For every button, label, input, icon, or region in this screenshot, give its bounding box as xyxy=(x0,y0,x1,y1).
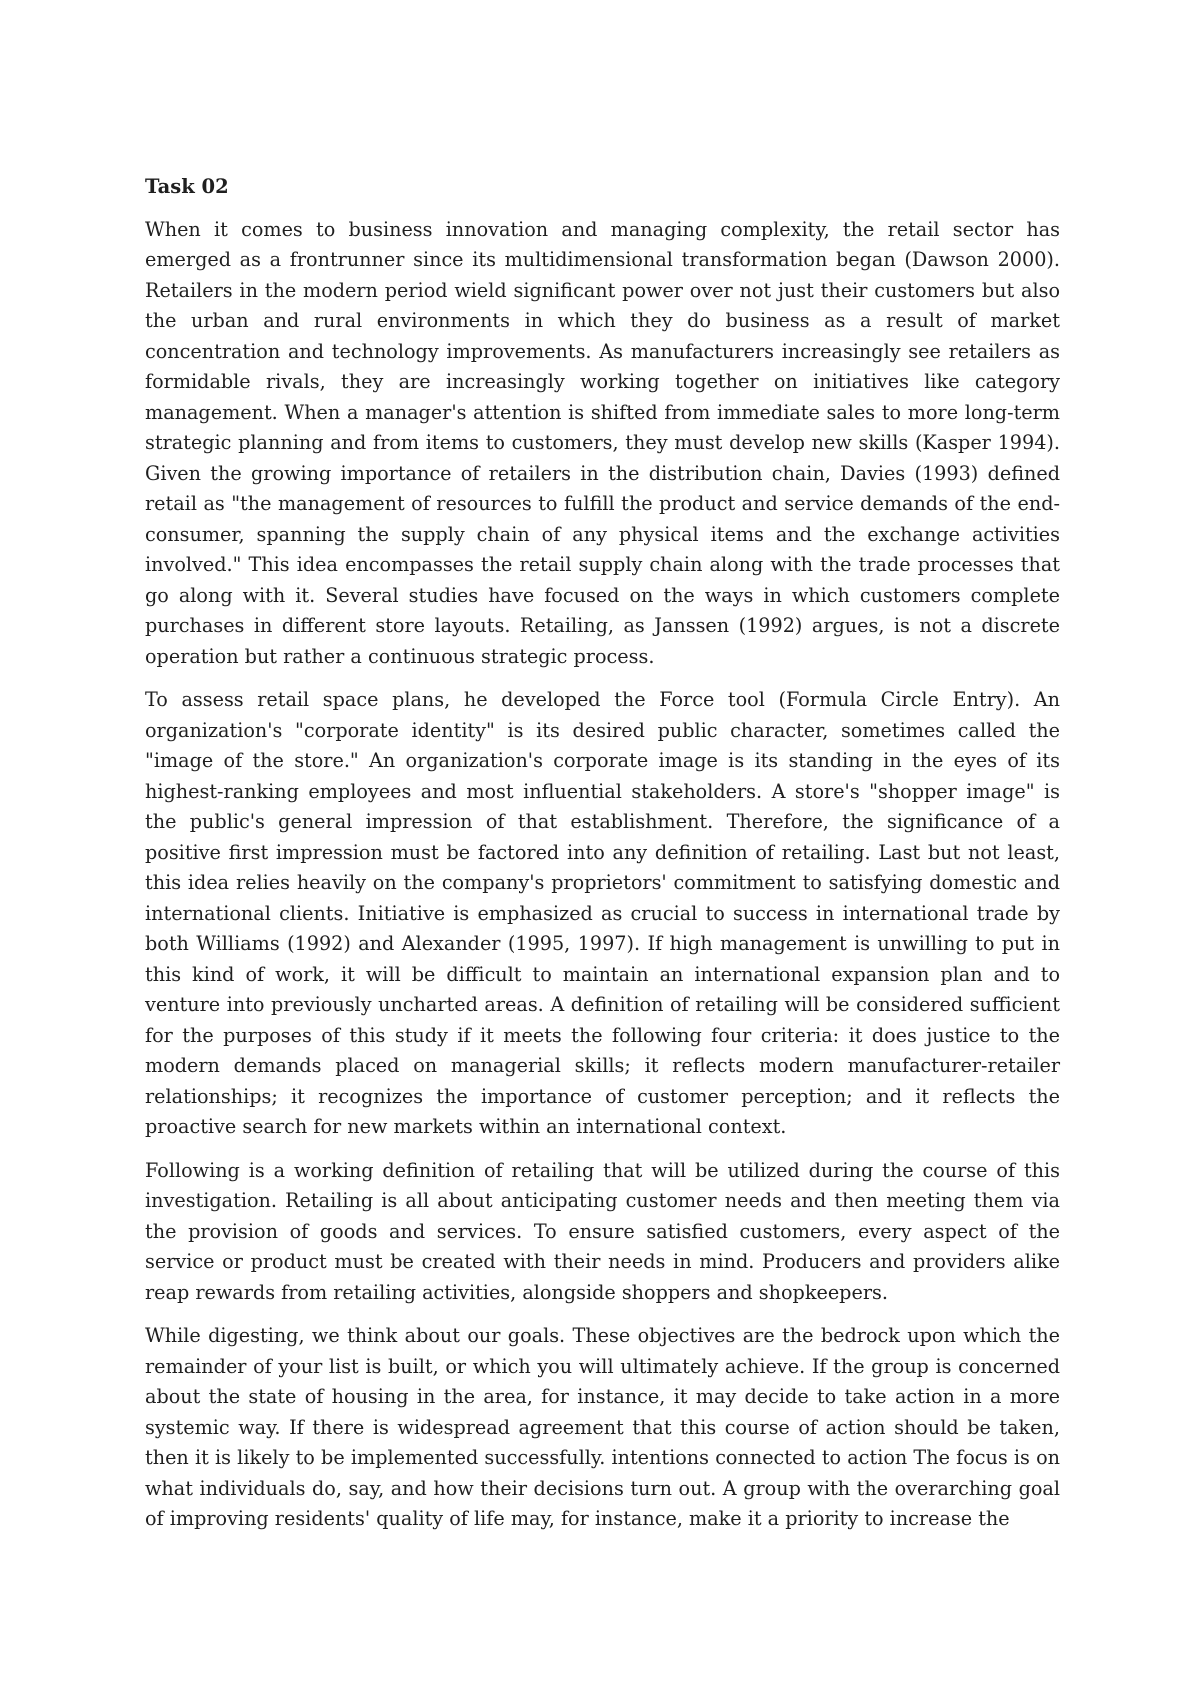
paragraph-1: When it comes to business innovation and managing complexity, the retail sector has emerged as a frontrunner since its multidimensional transformation began (Dawson 2000). Retailers in the modern period wield significant power over not just their customers but also the urban and rural environments in which they do business as a result of market concentration and technology improvements. As manufacturers increasingly see retailers as formidable rivals, they are increasingly working together on initiatives like category management. When a manager's attention is shifted from immediate sales to more long-term strategic planning and from items to customers, they must develop new skills (Kasper 1994). Given the growing importance of retailers in the distribution chain, Davies (1993) defined retail as "the management of resources to fulfill the product and service demands of the end-consumer, spanning the supply chain of any physical items and the exchange activities involved." This idea encompasses the retail supply chain along with the trade processes that go along with it. Several studies have focused on the ways in which customers complete purchases in different store layouts. Retailing, as Janssen (1992) argues, is not a discrete operation but rather a continuous strategic process. xyxy=(145,217,1060,668)
paragraph-3: Following is a working definition of retailing that will be utilized during the course of this investigation. Retailing is all about anticipating customer needs and then meeting them via the provision of goods and services. To ensure satisfied customers, every aspect of the service or product must be created with their needs in mind. Producers and providers alike reap rewards from retailing activities, alongside shoppers and shopkeepers. xyxy=(145,1158,1060,1304)
paragraph-4: While digesting, we think about our goals. These objectives are the bedrock upon which the remainder of your list is built, or which you will ultimately achieve. If the group is concerned about the state of housing in the area, for instance, it may decide to take action in a more systemic way. If there is widespread agreement that this course of action should be taken, then it is likely to be implemented successfully. intentions connected to action The focus is on what individuals do, say, and how their decisions turn out. A group with the overarching goal of improving residents' quality of life may, for instance, make it a priority to increase the xyxy=(145,1324,1060,1530)
paragraph-2: To assess retail space plans, he developed the Force tool (Formula Circle Entry). An organization's "corporate identity" is its desired public character, sometimes called the "image of the store." An organization's corporate image is its standing in the eyes of its highest-ranking employees and most influential stakeholders. A store's "shopper image" is the public's general impression of that establishment. Therefore, the significance of a positive first impression must be factored into any definition of retailing. Last but not least, this idea relies heavily on the company's proprietors' commitment to satisfying domestic and international clients. Initiative is emphasized as crucial to success in international trade by both Williams (1992) and Alexander (1995, 1997). If high management is unwilling to put in this kind of work, it will be difficult to maintain an international expansion plan and to venture into previously uncharted areas. A definition of retailing will be considered sufficient for the purposes of this study if it meets the following four criteria: it does justice to the modern demands placed on managerial skills; it reflects modern manufacturer-retailer relationships; it recognizes the importance of customer perception; and it reflects the proactive search for new markets within an international context. xyxy=(145,688,1060,1138)
document-body xyxy=(145,172,1060,1548)
task-title: Task 02 xyxy=(145,175,229,198)
